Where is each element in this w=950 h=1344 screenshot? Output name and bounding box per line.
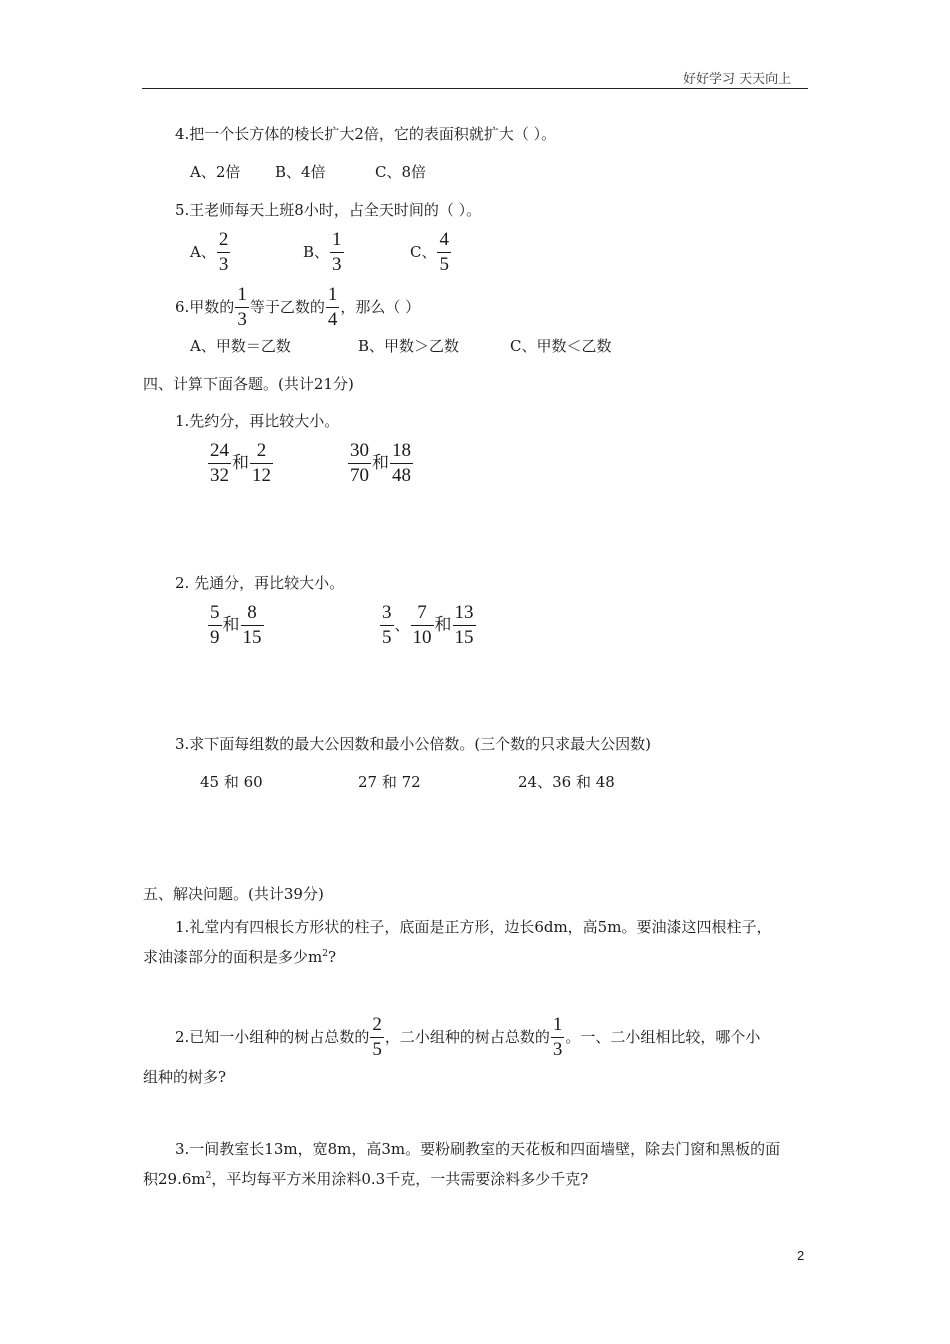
numerator: 30 — [350, 440, 369, 461]
denominator: 3 — [552, 1039, 563, 1060]
fraction — [390, 440, 413, 486]
numerator: 18 — [392, 440, 411, 461]
numerator: 3 — [382, 602, 392, 623]
option-label: B、 — [303, 243, 330, 261]
superscript: 2 — [205, 1171, 212, 1181]
and-word: 和 — [222, 615, 240, 635]
numerator: 4 — [439, 229, 449, 250]
fraction — [551, 1014, 565, 1060]
s5p1-line-2 — [143, 944, 336, 967]
fraction — [235, 284, 249, 330]
s5p3-line-2a: 积29.6m — [143, 1170, 206, 1188]
and-word: 和 — [434, 615, 452, 635]
q6-mid: 等于乙数的 — [249, 298, 325, 316]
and-word: 和 — [372, 453, 389, 473]
fraction — [250, 440, 273, 486]
s4p1-item-b — [347, 440, 414, 486]
superscript: 2 — [322, 949, 328, 959]
fraction — [348, 440, 371, 486]
s4p1-item-a — [207, 440, 274, 486]
s4p3-group-1: 45 和 60 — [200, 773, 263, 791]
s5p2-suffix: 。一、二小组相比较，哪个小 — [565, 1028, 761, 1046]
numerator: 1 — [327, 284, 338, 305]
fraction — [241, 602, 264, 648]
numerator: 24 — [210, 440, 229, 461]
denominator: 32 — [210, 465, 229, 486]
fraction — [380, 602, 394, 648]
s5p1-line-2-end: ? — [327, 948, 337, 966]
s5p3-line-2b: ，平均每平方米用涂料0.3千克，一共需要涂料多少千克? — [211, 1170, 589, 1188]
s5p2-mid: ，二小组种的树占总数的 — [384, 1028, 550, 1046]
question-6-option-c: C、甲数＜乙数 — [510, 337, 612, 355]
denominator: 5 — [439, 254, 449, 275]
fraction — [437, 229, 451, 275]
fraction — [453, 602, 476, 648]
numerator: 5 — [210, 602, 220, 623]
question-5-option-b — [303, 229, 345, 275]
and-word: 和 — [232, 453, 249, 473]
s4p3-group-2: 27 和 72 — [358, 773, 421, 791]
q6-prefix: 6.甲数的 — [175, 298, 235, 316]
page-header-text: 好好学习 天天向上 — [683, 72, 792, 87]
denominator: 5 — [372, 1039, 382, 1060]
numerator: 8 — [247, 602, 257, 623]
numerator: 1 — [332, 229, 342, 250]
s5p3-line-1: 3.一间教室长13m，宽8m，高3m。要粉刷教室的天花板和四面墙壁，除去门窗和黑板的面 — [175, 1140, 781, 1158]
s5p2-prefix: 2.已知一小组种的树占总数的 — [175, 1028, 370, 1046]
question-4-option-b: B、4倍 — [275, 163, 326, 181]
denominator: 4 — [327, 309, 338, 330]
page-number: 2 — [797, 1248, 805, 1263]
question-4-stem: 4.把一个长方体的棱长扩大2倍，它的表面积就扩大（ ）。 — [175, 125, 557, 143]
denominator: 12 — [252, 465, 271, 486]
fraction — [326, 284, 340, 330]
fraction — [217, 229, 231, 275]
s4p2-item-b — [379, 602, 477, 648]
question-5-option-c — [410, 229, 452, 275]
question-6-option-a: A、甲数＝乙数 — [190, 337, 291, 355]
option-label: C、 — [410, 243, 437, 261]
s5p3-line-2 — [143, 1166, 588, 1189]
denominator: 15 — [454, 627, 474, 648]
denominator: 48 — [392, 465, 411, 486]
numerator: 2 — [372, 1014, 382, 1035]
denominator: 70 — [350, 465, 369, 486]
denominator: 9 — [210, 627, 220, 648]
numerator: 1 — [552, 1014, 563, 1035]
numerator: 13 — [454, 602, 474, 623]
denominator: 5 — [382, 627, 392, 648]
denominator: 3 — [237, 309, 247, 330]
question-4-option-c: C、8倍 — [375, 163, 427, 181]
numerator: 2 — [218, 229, 229, 250]
question-4-option-a: A、2倍 — [190, 163, 241, 181]
header-rule — [142, 88, 808, 89]
section-5-title: 五、解决问题。(共计39分) — [143, 885, 324, 903]
s4p2-item-a — [207, 602, 265, 648]
numerator: 2 — [256, 440, 267, 461]
section-4-problem-1-stem: 1.先约分，再比较大小。 — [175, 412, 340, 430]
denominator: 10 — [412, 627, 432, 648]
section-4-title: 四、计算下面各题。(共计21分) — [143, 375, 354, 393]
denominator: 15 — [242, 627, 262, 648]
question-6-stem — [175, 284, 420, 330]
s4p3-group-3: 24、36 和 48 — [518, 773, 615, 791]
s5p1-line-1: 1.礼堂内有四根长方形状的柱子，底面是正方形，边长6dm，高5m。要油漆这四根柱子， — [175, 918, 772, 936]
s5p2-line-2: 组种的树多? — [143, 1068, 227, 1086]
section-4-problem-2-stem: 2. 先通分，再比较大小。 — [175, 574, 345, 592]
fraction — [330, 229, 344, 275]
section-4-problem-3-stem: 3.求下面每组数的最大公因数和最小公倍数。(三个数的只求最大公因数) — [175, 735, 652, 753]
q6-suffix: ，那么（ ） — [340, 298, 421, 316]
fraction — [208, 440, 231, 486]
fraction — [411, 602, 434, 648]
numerator: 1 — [237, 284, 247, 305]
s5p1-line-2-text: 求油漆部分的面积是多少m — [143, 948, 323, 966]
s5p2-line-1 — [175, 1014, 760, 1060]
numerator: 7 — [417, 602, 427, 623]
denominator: 3 — [218, 254, 229, 275]
option-label: A、 — [190, 243, 216, 261]
question-5-option-a — [190, 229, 231, 275]
separator: 、 — [394, 616, 410, 634]
question-6-option-b: B、甲数＞乙数 — [358, 337, 460, 355]
denominator: 3 — [332, 254, 342, 275]
fraction — [370, 1014, 384, 1060]
question-5-stem: 5.王老师每天上班8小时，占全天时间的（ ）。 — [175, 201, 482, 219]
fraction — [208, 602, 222, 648]
